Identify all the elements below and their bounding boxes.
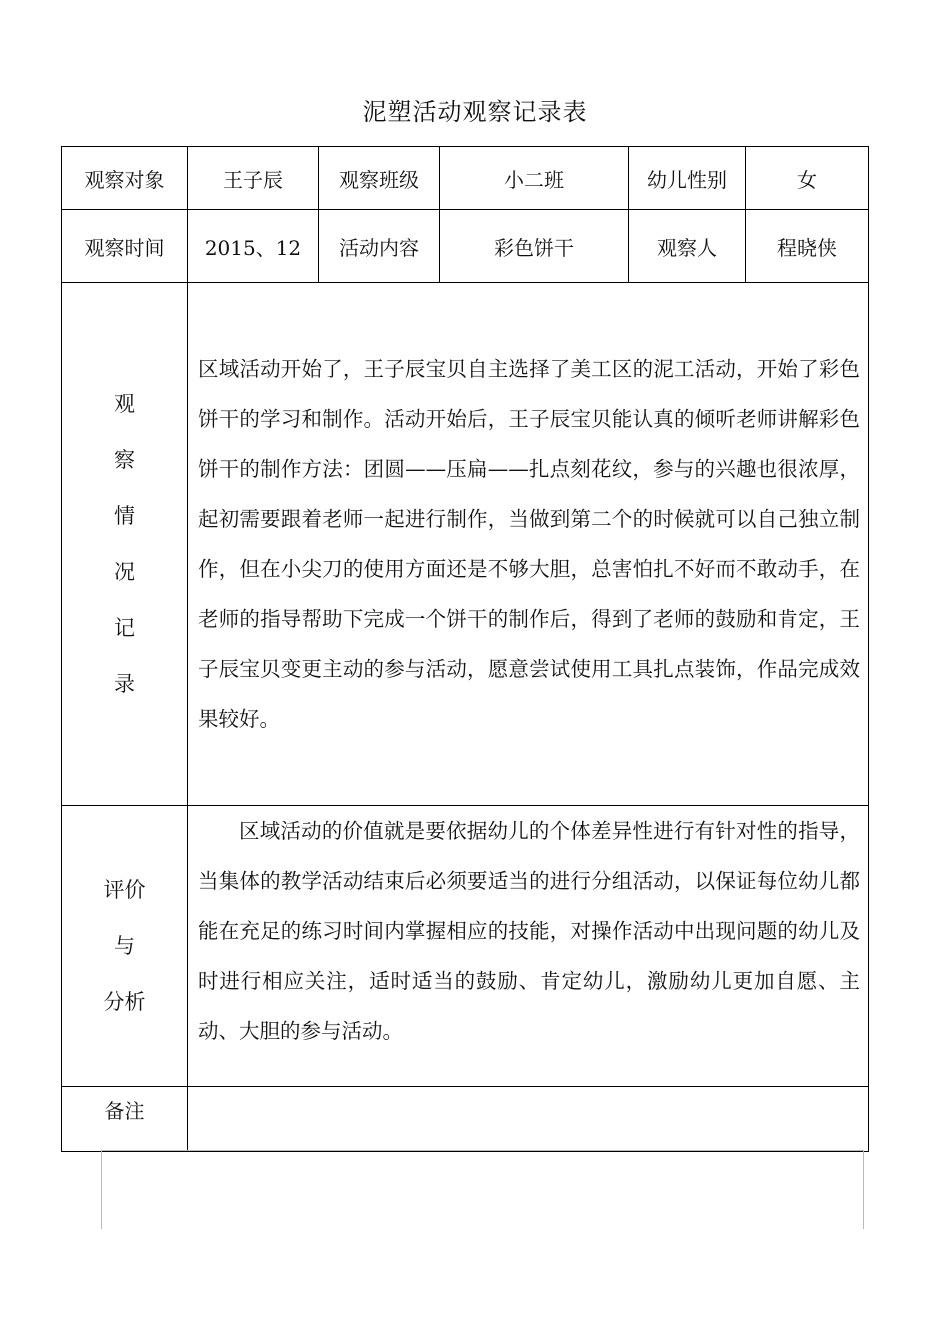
observation-label-char: 察 bbox=[114, 448, 135, 472]
remarks-value bbox=[188, 1087, 869, 1152]
table-row bbox=[62, 806, 869, 1087]
remarks-label: 备注 bbox=[62, 1087, 188, 1152]
evaluation-label-line: 与 bbox=[114, 934, 135, 958]
content-label: 活动内容 bbox=[319, 210, 440, 283]
class-value: 小二班 bbox=[440, 147, 629, 210]
observation-text-cell bbox=[188, 283, 869, 806]
table-row bbox=[62, 147, 869, 210]
observer-value: 程晓侠 bbox=[746, 210, 869, 283]
table-row bbox=[62, 283, 869, 806]
observation-label-char: 况 bbox=[114, 560, 135, 584]
evaluation-label-line: 评价 bbox=[103, 878, 146, 902]
observation-text: 区域活动开始了，王子辰宝贝自主选择了美工区的泥工活动，开始了彩色饼干的学习和制作。活动开始后，王子辰宝贝能认真的倾听老师讲解彩色饼干的制作方法：团圆——压扁——扎点刻花纹，参与的兴趣也很浓厚，起初需要跟着老师一起进行制作，当做到第二个的时候就可以自己独立制作，但在小尖刀的使用方面还是不够大胆，总害怕扎不好而不敢动手，在老师的指导帮助下完成一个饼干的制作后，得到了老师的鼓励和肯定，王子辰宝贝变更主动的参与活动，愿意尝试使用工具扎点装饰，作品完成效果较好。 bbox=[198, 357, 860, 731]
subject-value: 王子辰 bbox=[188, 147, 319, 210]
observation-label bbox=[62, 283, 188, 806]
observation-label-char: 观 bbox=[114, 392, 135, 416]
observation-label-char: 情 bbox=[114, 504, 135, 528]
page-title: 泥塑活动观察记录表 bbox=[362, 98, 588, 126]
time-value: 2015、12 bbox=[188, 210, 319, 283]
observer-label: 观察人 bbox=[629, 210, 746, 283]
time-label: 观察时间 bbox=[62, 210, 188, 283]
observation-record-table bbox=[61, 146, 869, 1152]
table-row bbox=[62, 1087, 869, 1152]
evaluation-label-stack bbox=[62, 862, 187, 1030]
class-label: 观察班级 bbox=[319, 147, 440, 210]
observation-label-stack bbox=[62, 376, 187, 712]
table-row bbox=[62, 210, 869, 283]
gender-label: 幼儿性别 bbox=[629, 147, 746, 210]
gender-value: 女 bbox=[746, 147, 869, 210]
content-value: 彩色饼干 bbox=[440, 210, 629, 283]
evaluation-text: 区域活动的价值就是要依据幼儿的个体差异性进行有针对性的指导，当集体的教学活动结束后必须要适当的进行分组活动，以保证每位幼儿都能在充足的练习时间内掌握相应的技能，对操作活动中出现问题的幼儿及时进行相应关注，适时适当的鼓励、肯定幼儿，激励幼儿更加自愿、主动、大胆的参与活动。 bbox=[198, 819, 860, 1043]
evaluation-label-line: 分析 bbox=[103, 990, 146, 1014]
evaluation-label bbox=[62, 806, 188, 1087]
subject-label: 观察对象 bbox=[62, 147, 188, 210]
evaluation-text-cell bbox=[188, 806, 869, 1087]
observation-label-char: 记 bbox=[114, 616, 135, 640]
observation-label-char: 录 bbox=[114, 672, 135, 696]
page-frame-border bbox=[101, 1150, 864, 1229]
